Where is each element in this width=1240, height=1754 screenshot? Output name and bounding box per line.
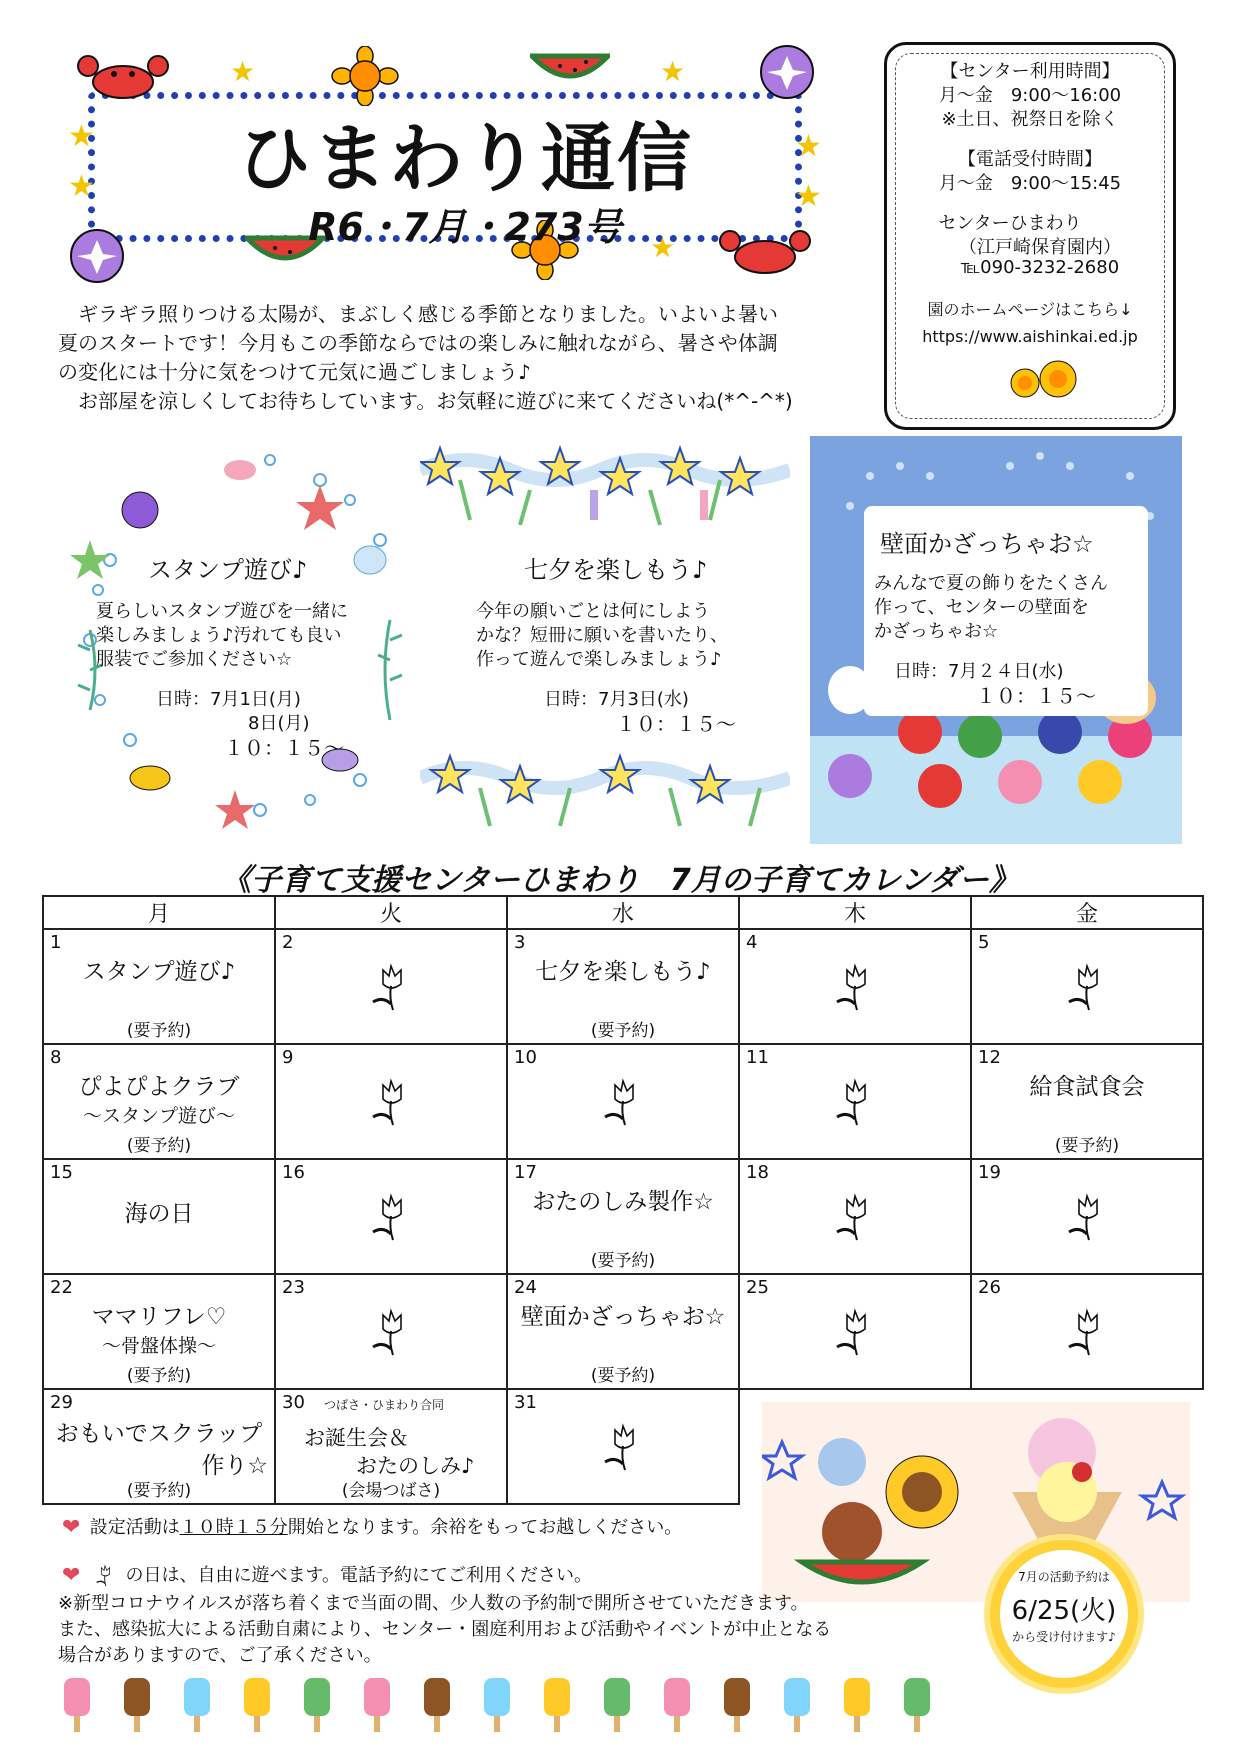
calendar-heading: 《子育て支援センターひまわり 7月の子育てカレンダー》	[221, 863, 1019, 898]
event-label: ぴよぴよクラブ	[78, 1074, 240, 1100]
event-label-2: 作り☆	[201, 1453, 268, 1479]
phone-heading: 【電話受付時間】	[958, 149, 1102, 170]
event-label: お誕生会＆	[304, 1426, 409, 1450]
popsicle-icon	[62, 1676, 92, 1734]
reservation-badge	[990, 1540, 1138, 1688]
popsicle-icon	[782, 1676, 812, 1734]
stamp-date-2: 8日(月)	[248, 713, 310, 734]
event-label-2: おたのしみ♪	[356, 1454, 475, 1478]
calendar-day: 3 七夕を楽しもう♪ (要予約)	[507, 929, 739, 1044]
weekday-thu: 木	[739, 896, 971, 929]
reserve-note: (要予約)	[590, 1251, 656, 1271]
event-sub: ～スタンプ遊び～	[82, 1105, 235, 1127]
badge-date: 6/25(火)	[1011, 1596, 1117, 1626]
newsletter-title: ひまわり通信	[237, 116, 693, 202]
info-box	[884, 42, 1176, 430]
star-icon: ★	[660, 55, 686, 88]
issue-number: R6・7月・273号	[308, 205, 622, 249]
badge-line2: から受け付けます♪	[1012, 1630, 1116, 1644]
wall-title: 壁面かざっちゃお☆	[880, 530, 1094, 558]
stamp-title: スタンプ遊び♪	[148, 556, 308, 584]
weekday-wed: 水	[507, 896, 739, 929]
reserve-note: (要予約)	[126, 1136, 192, 1156]
covid-note-3: 場合がありますので、ご了承ください。	[58, 1645, 382, 1666]
event-label: おたのしみ製作☆	[532, 1189, 714, 1215]
popsicle-icon	[602, 1676, 632, 1734]
calendar-day: 23	[275, 1274, 507, 1389]
week-row	[43, 1159, 1203, 1274]
intro-text: ギラギラ照りつける太陽が、まぶしく感じる季節となりました。いよいよ暑い 夏のスタートです！今月もこの季節ならではの楽しみに触れながら、暑さや体調 の変化には十分に気をつけて元気に過ごしましょう♪ お部屋を涼しくしてお待ちしています。お気軽に遊びに来てくださいね(*^-^*)	[58, 302, 793, 413]
start-time-note: ❤ 設定活動は１０時１５分開始となります。余裕をもってお越しください。	[62, 1515, 683, 1540]
tulip-icon	[833, 1307, 877, 1359]
calendar-day: 24 壁面かざっちゃお☆ (要予約)	[507, 1274, 739, 1389]
calendar-day: 11	[739, 1044, 971, 1159]
calendar-day: 15 海の日	[43, 1159, 275, 1274]
week-row	[43, 929, 1203, 1044]
popsicle-icon	[722, 1676, 752, 1734]
popsicle-icon	[542, 1676, 572, 1734]
stamp-date: 日時：7月1日(月)	[156, 689, 301, 710]
calendar-day: 29 おもいでスクラップ 作り☆ (要予約)	[43, 1389, 275, 1504]
popsicle-icon	[302, 1676, 332, 1734]
tanabata-event-panel	[420, 440, 790, 830]
tulip-icon	[369, 1077, 413, 1129]
center-name: センターひまわり	[938, 213, 1082, 234]
center-location: （江戸崎保育園内）	[959, 237, 1121, 258]
reserve-note: (要予約)	[1054, 1136, 1120, 1156]
tanabata-description: 今年の願いごとは何にしよう かな？短冊に願いを書いたり、 作って遊んで楽しみましょう♪	[476, 601, 728, 670]
tanabata-decoration	[420, 738, 790, 830]
weekday-tue: 火	[275, 896, 507, 929]
event-label: おもいでスクラップ	[55, 1421, 263, 1447]
reserve-note: (要予約)	[590, 1366, 656, 1386]
calendar-day: 10	[507, 1044, 739, 1159]
hours-note: ※土日、祝祭日を除く	[941, 109, 1119, 130]
star-icon: ★	[68, 169, 95, 204]
calendar-day: 12 給食試食会 (要予約)	[971, 1044, 1203, 1159]
reserve-note: (要予約)	[126, 1481, 192, 1501]
star-icon: ★	[68, 119, 95, 154]
star-icon: ★	[795, 129, 822, 164]
wall-event-panel	[810, 436, 1182, 844]
calendar-day: 31	[507, 1389, 739, 1504]
hours-heading: 【センター利用時間】	[940, 61, 1120, 82]
crab-icon	[68, 52, 178, 102]
event-label: スタンプ遊び♪	[82, 959, 236, 985]
event-label: 壁面かざっちゃお☆	[520, 1304, 726, 1330]
heart-icon: ❤	[62, 1515, 81, 1540]
tulip-icon	[833, 1192, 877, 1244]
tulip-icon	[369, 1192, 413, 1244]
stamp-time: １０：１５～	[224, 736, 344, 760]
calendar-day: 25	[739, 1274, 971, 1389]
wall-description: みんなで夏の飾りをたくさん 作って、センターの壁面を かざっちゃお☆	[874, 573, 1108, 642]
tulip-icon	[601, 1077, 645, 1129]
center-tel: ℡090-3232-2680	[960, 257, 1120, 278]
tulip-icon	[369, 1307, 413, 1359]
tanabata-title: 七夕を楽しもう♪	[524, 556, 708, 584]
popsicle-icon	[122, 1676, 152, 1734]
calendar-day: 4	[739, 929, 971, 1044]
tulip-icon	[601, 1422, 645, 1474]
reserve-note: (要予約)	[126, 1021, 192, 1041]
popsicle-icon	[362, 1676, 392, 1734]
calendar-day: 16	[275, 1159, 507, 1274]
week-row	[43, 1274, 1203, 1389]
reserve-note: (要予約)	[590, 1021, 656, 1041]
wall-time: １０：１５～	[976, 684, 1096, 708]
event-label: 七夕を楽しもう♪	[535, 959, 711, 985]
star-icon: ★	[650, 231, 676, 264]
phone-hours: 月～金 9:00～15:45	[938, 173, 1122, 194]
calendar-day: 30 つばさ・ひまわり合同 お誕生会＆ おたのしみ♪ (会場つばさ)	[275, 1389, 507, 1504]
weekday-fri: 金	[971, 896, 1203, 929]
covid-note-2: また、感染拡大による活動自粛により、センター・園庭利用および活動やイベントが中止となる	[58, 1619, 832, 1640]
event-label: 給食試食会	[1029, 1074, 1145, 1100]
star-icon: ★	[230, 55, 256, 88]
calendar-day: 19	[971, 1159, 1203, 1274]
popsicle-icon	[422, 1676, 452, 1734]
stamp-description: 夏らしいスタンプ遊びを一緒に 楽しみましょう♪汚れても良い 服装でご参加ください☆	[96, 601, 348, 670]
star-icon: ★	[795, 179, 822, 214]
tulip-icon	[833, 1077, 877, 1129]
venue-note: (会場つばさ)	[341, 1481, 441, 1501]
tulip-icon	[1065, 1192, 1109, 1244]
wall-date: 日時：7月２４日(水)	[894, 661, 1064, 682]
tulip-icon	[369, 962, 413, 1014]
joint-tag: つばさ・ひまわり合同	[324, 1398, 445, 1412]
badge-line1: 7月の活動予約は	[1018, 1570, 1110, 1584]
covid-note-1: ※新型コロナウイルスが落ち着くまで当面の間、少人数の予約制で開所させていただきます。	[58, 1593, 809, 1614]
event-label: 海の日	[124, 1201, 194, 1227]
homepage-label: 園のホームページはこちら↓	[927, 300, 1133, 319]
heart-icon: ❤	[62, 1563, 81, 1588]
sunflower-icon	[330, 46, 400, 106]
calendar-day: 22 ママリフレ♡ ～骨盤体操～ (要予約)	[43, 1274, 275, 1389]
tanabata-date: 日時：7月3日(水)	[544, 689, 689, 710]
weekday-mon: 月	[43, 896, 275, 929]
calendar-day: 9	[275, 1044, 507, 1159]
calendar-day: 2	[275, 929, 507, 1044]
morning-glory-icon	[750, 42, 825, 102]
sunflower-icon	[1003, 357, 1083, 403]
calendar-day: 8 ぴよぴよクラブ ～スタンプ遊び～ (要予約)	[43, 1044, 275, 1159]
event-label: ママリフレ♡	[91, 1304, 227, 1330]
watermelon-icon	[530, 52, 610, 92]
popsicle-icon	[902, 1676, 932, 1734]
popsicle-icon	[662, 1676, 692, 1734]
popsicle-icon	[842, 1676, 872, 1734]
hours: 月～金 9:00～16:00	[938, 85, 1122, 106]
calendar-day: 17 おたのしみ製作☆ (要予約)	[507, 1159, 739, 1274]
popsicle-icon	[482, 1676, 512, 1734]
calendar-day: 1 スタンプ遊び♪ (要予約)	[43, 929, 275, 1044]
calendar-day: 26	[971, 1274, 1203, 1389]
homepage-url[interactable]: https://www.aishinkai.ed.jp	[922, 327, 1138, 346]
tanabata-time: １０：１５～	[616, 712, 736, 736]
reserve-note: (要予約)	[126, 1366, 192, 1386]
tulip-icon	[1065, 962, 1109, 1014]
free-play-note: ❤ の日は、自由に遊べます。電話予約にてご利用ください。	[62, 1563, 593, 1588]
popsicle-icon	[242, 1676, 272, 1734]
stamp-event-panel	[70, 440, 410, 840]
weekday-row	[43, 896, 1203, 929]
week-row	[43, 1044, 1203, 1159]
popsicle-icon	[182, 1676, 212, 1734]
tanabata-decoration	[420, 440, 790, 530]
calendar-day: 18	[739, 1159, 971, 1274]
tulip-icon	[90, 1564, 120, 1588]
event-sub: ～骨盤体操～	[101, 1335, 216, 1357]
tulip-icon	[833, 962, 877, 1014]
tulip-icon	[1065, 1307, 1109, 1359]
calendar-day: 5	[971, 929, 1203, 1044]
